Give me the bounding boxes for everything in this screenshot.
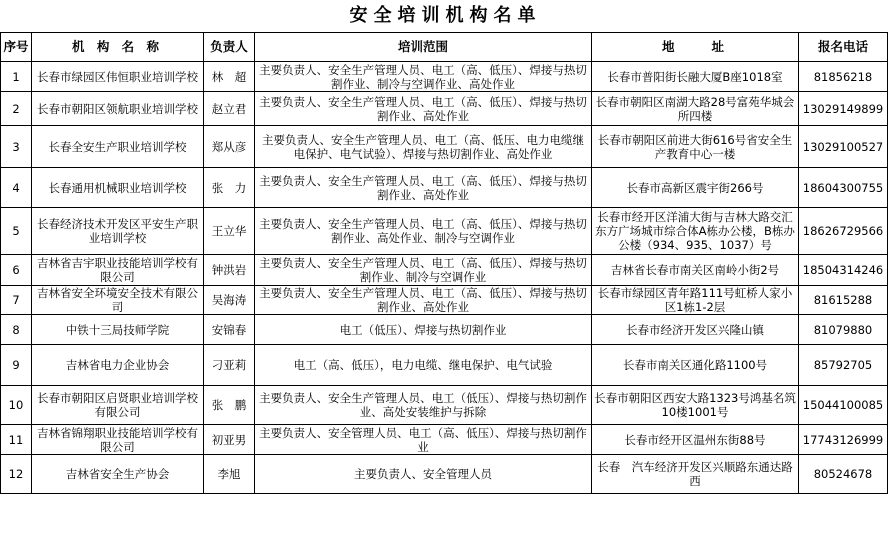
- page-title: 安全培训机构名单: [349, 5, 542, 26]
- cell-person: 刁亚莉: [204, 345, 255, 386]
- cell-name: 中铁十三局技师学院: [32, 315, 204, 345]
- cell-name: 长春市绿园区伟恒职业培训学校: [32, 62, 204, 92]
- cell-no: 10: [1, 386, 32, 425]
- cell-name: 长春市朝阳区领航职业培训学校: [32, 92, 204, 126]
- cell-person: 初亚男: [204, 425, 255, 455]
- cell-no: 3: [1, 126, 32, 168]
- cell-person: 张 鹏: [204, 386, 255, 425]
- cell-person: 吴海涛: [204, 286, 255, 315]
- cell-phone: 81615288: [799, 286, 888, 315]
- cell-person: 李旭: [204, 455, 255, 494]
- cell-phone: 81079880: [799, 315, 888, 345]
- cell-address: 长春市朝阳区西安大路1323号鸿基名筑10楼1001号: [592, 386, 799, 425]
- cell-no: 6: [1, 255, 32, 286]
- institution-table: [0, 32, 888, 494]
- cell-address: 长春市经济开发区兴隆山镇: [592, 315, 799, 345]
- cell-address: 长春市普阳街长融大厦B座1018室: [592, 62, 799, 92]
- cell-no: 11: [1, 425, 32, 455]
- cell-no: 1: [1, 62, 32, 92]
- cell-no: 2: [1, 92, 32, 126]
- cell-scope: 主要负责人、安全生产管理人员、电工（高、低压）、焊接与热切割作业、高处作业、制冷与空调作业: [255, 208, 592, 255]
- cell-person: 王立华: [204, 208, 255, 255]
- cell-address: 长春市高新区震宇街266号: [592, 168, 799, 208]
- cell-address: 长春市南关区通化路1100号: [592, 345, 799, 386]
- cell-phone: 80524678: [799, 455, 888, 494]
- cell-address: 吉林省长春市南关区南岭小街2号: [592, 255, 799, 286]
- cell-scope: 主要负责人、安全生产管理人员、电工（高、低压）、焊接与热切割作业、高处作业: [255, 168, 592, 208]
- cell-no: 7: [1, 286, 32, 315]
- cell-phone: 13029100527: [799, 126, 888, 168]
- cell-phone: 18504314246: [799, 255, 888, 286]
- cell-name: 吉林省锦翔职业技能培训学校有限公司: [32, 425, 204, 455]
- cell-phone: 85792705: [799, 345, 888, 386]
- table-row: [1, 255, 888, 286]
- cell-name: 吉林省吉宇职业技能培训学校有限公司: [32, 255, 204, 286]
- cell-name: 长春市朝阳区启贤职业培训学校有限公司: [32, 386, 204, 425]
- cell-no: 9: [1, 345, 32, 386]
- table-row: [1, 168, 888, 208]
- table-row: [1, 126, 888, 168]
- cell-scope: 主要负责人、安全生产管理人员、电工（高、低压）、焊接与热切割作业、高处作业: [255, 286, 592, 315]
- cell-address: 长春市经开区温州东街88号: [592, 425, 799, 455]
- cell-phone: 18604300755: [799, 168, 888, 208]
- cell-name: 吉林省安全生产协会: [32, 455, 204, 494]
- cell-address: 长春市绿园区青年路111号虹桥人家小区1栋1-2层: [592, 286, 799, 315]
- cell-person: 安锦春: [204, 315, 255, 345]
- cell-name: 长春经济技术开发区平安生产职业培训学校: [32, 208, 204, 255]
- table-row: [1, 425, 888, 455]
- table-row: [1, 345, 888, 386]
- cell-scope: 主要负责人、安全生产管理人员、电工（低压）、焊接与热切割作业、高处安装维护与拆除: [255, 386, 592, 425]
- cell-no: 12: [1, 455, 32, 494]
- header-name: 机 构 名 称: [32, 33, 204, 62]
- header-scope: 培训范围: [255, 33, 592, 62]
- table-row: [1, 208, 888, 255]
- cell-address: 长春市朝阳区前进大街616号省安全生产教育中心一楼: [592, 126, 799, 168]
- cell-scope: 主要负责人、安全生产管理人员、电工（高、低压、电力电缆继电保护、电气试验）、焊接与热切割作业、高处作业: [255, 126, 592, 168]
- cell-person: 钟洪岩: [204, 255, 255, 286]
- cell-address: 长春 汽车经济开发区兴顺路东通达路西: [592, 455, 799, 494]
- cell-name: 吉林省电力企业协会: [32, 345, 204, 386]
- cell-no: 8: [1, 315, 32, 345]
- header-row: [1, 33, 888, 62]
- cell-phone: 15044100085: [799, 386, 888, 425]
- cell-person: 张 力: [204, 168, 255, 208]
- header-phone: 报名电话: [799, 33, 888, 62]
- cell-scope: 主要负责人、安全生产管理人员、电工（高、低压）、焊接与热切割作业、制冷与空调作业、高处作业: [255, 62, 592, 92]
- cell-scope: 主要负责人、安全管理人员: [255, 455, 592, 494]
- cell-scope: 电工（低压）、焊接与热切割作业: [255, 315, 592, 345]
- cell-scope: 电工（高、低压），电力电缆、继电保护、电气试验: [255, 345, 592, 386]
- cell-phone: 17743126999: [799, 425, 888, 455]
- table-row: [1, 386, 888, 425]
- cell-scope: 主要负责人、安全生产管理人员、电工（高、低压）、焊接与热切割作业、制冷与空调作业: [255, 255, 592, 286]
- cell-name: 长春全安生产职业培训学校: [32, 126, 204, 168]
- table-row: [1, 315, 888, 345]
- cell-phone: 81856218: [799, 62, 888, 92]
- cell-person: 郑从彦: [204, 126, 255, 168]
- table-row: [1, 62, 888, 92]
- table-row: [1, 455, 888, 494]
- cell-name: 吉林省安全环境安全技术有限公司: [32, 286, 204, 315]
- header-person: 负责人: [204, 33, 255, 62]
- cell-no: 5: [1, 208, 32, 255]
- cell-scope: 主要负责人、安全管理人员、电工（高、低压）、焊接与热切割作业: [255, 425, 592, 455]
- cell-phone: 18626729566: [799, 208, 888, 255]
- cell-phone: 13029149899: [799, 92, 888, 126]
- cell-address: 长春市朝阳区南湖大路28号富苑华城会所四楼: [592, 92, 799, 126]
- cell-person: 赵立君: [204, 92, 255, 126]
- table-row: [1, 92, 888, 126]
- cell-no: 4: [1, 168, 32, 208]
- cell-scope: 主要负责人、安全生产管理人员、电工（高、低压）、焊接与热切割作业、高处作业: [255, 92, 592, 126]
- cell-name: 长春通用机械职业培训学校: [32, 168, 204, 208]
- table-row: [1, 286, 888, 315]
- header-address: 地 址: [592, 33, 799, 62]
- cell-person: 林 超: [204, 62, 255, 92]
- cell-address: 长春市经开区洋浦大街与吉林大路交汇东方广场城市综合体A栋办公楼，B栋办公楼（934、935、1037）号: [592, 208, 799, 255]
- header-no: 序号: [1, 33, 32, 62]
